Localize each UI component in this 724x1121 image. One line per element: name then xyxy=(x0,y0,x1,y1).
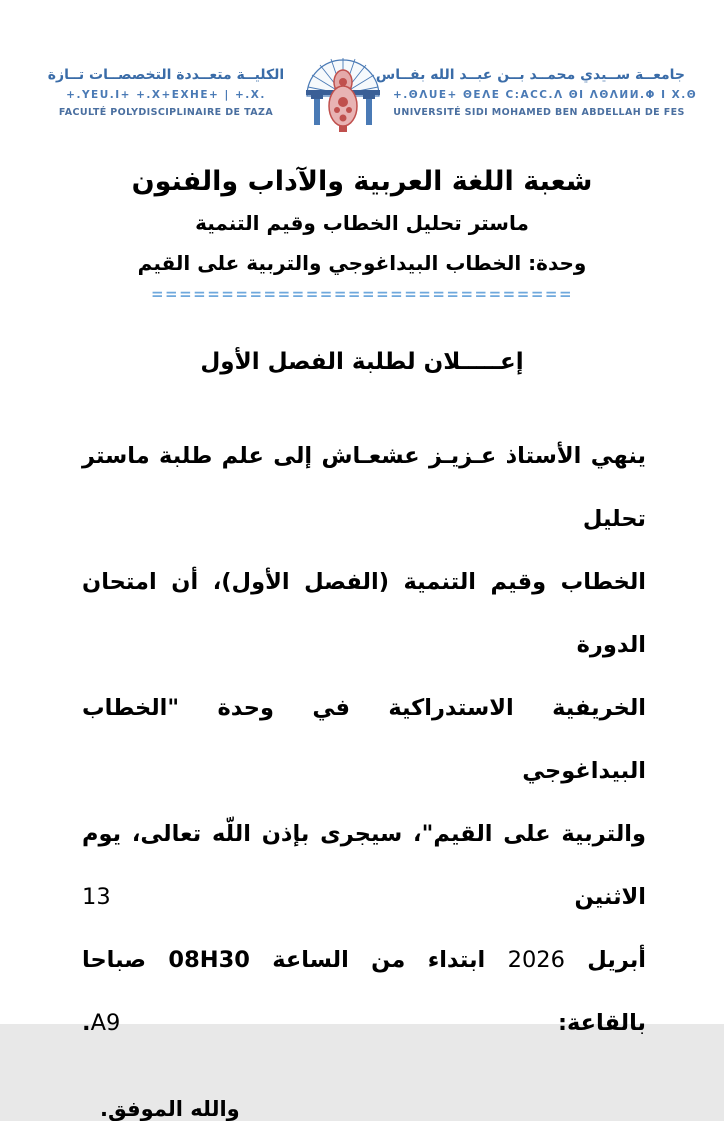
university-name-arabic: جامعــة ســيدي محمــد بــن عبــد الله بفــاس xyxy=(375,66,685,83)
body-text-segment: . xyxy=(82,1010,91,1036)
body-text-segment: والتربية على القيم"، سيجرى بإذن اللّه تعالى، يوم الاثنين xyxy=(82,821,646,910)
department-title: شعبة اللغة العربية والآداب والفنون xyxy=(131,166,593,197)
body-text-segment: الخريفية الاستدراكية في وحدة "الخطاب البيداغوجي xyxy=(82,695,646,784)
university-logo-icon xyxy=(301,44,385,140)
master-title: ماستر تحليل الخطاب وقيم التنمية xyxy=(195,211,529,235)
body-text-segment: 2026 xyxy=(507,947,565,973)
faculty-name-tifinagh: +.YEU.I+ +.X+EXHE+ | +.X. xyxy=(66,88,266,101)
university-name-tifinagh: +.ΘΛUE+ ΘEΛE C:ACC.Λ ΘI ΛΘΛИИ.Φ I X.Θ xyxy=(393,88,698,101)
unit-title: وحدة: الخطاب البيداغوجي والتربية على القيم xyxy=(137,251,587,275)
university-block xyxy=(375,66,698,118)
letterhead xyxy=(0,0,724,140)
body-paragraph xyxy=(82,425,646,1055)
body-line xyxy=(82,803,646,929)
body-text-segment: الخطاب وقيم التنمية (الفصل الأول)، أن امتحان الدورة xyxy=(82,569,646,658)
body-line xyxy=(82,929,646,1055)
body-line xyxy=(82,551,646,677)
body-line xyxy=(82,677,646,803)
announcement-title: إعـــــلان لطلبة الفصل الأول xyxy=(200,349,524,375)
faculty-name-french: FACULTÉ POLYDISCIPLINAIRE DE TAZA xyxy=(58,106,274,118)
faculty-name-arabic: الكليــة متعــددة التخصصــات تــازة xyxy=(47,66,285,83)
body-line xyxy=(82,425,646,551)
body-text-segment: A9 xyxy=(90,1010,121,1036)
body-text-segment: 08H30 xyxy=(168,947,250,973)
body-text-segment: ينهي الأستاذ عـزيـز عشعـاش إلى علم طلبة ماستر تحليل xyxy=(82,443,646,532)
body-text-segment: ابتداء من الساعة xyxy=(249,947,508,973)
body-text-segment: 13 xyxy=(82,884,111,910)
faculty-block xyxy=(39,67,293,118)
body-text-segment: أبريل xyxy=(564,947,646,973)
closing-phrase: والله الموفق. xyxy=(100,1097,240,1121)
university-name-french: UNIVERSITÉ SIDI MOHAMED BEN ABDELLAH DE FES xyxy=(393,106,685,118)
dashed-separator: ============================== xyxy=(150,285,574,303)
body-text-segment: صباحا بالقاعة: xyxy=(82,947,646,1036)
